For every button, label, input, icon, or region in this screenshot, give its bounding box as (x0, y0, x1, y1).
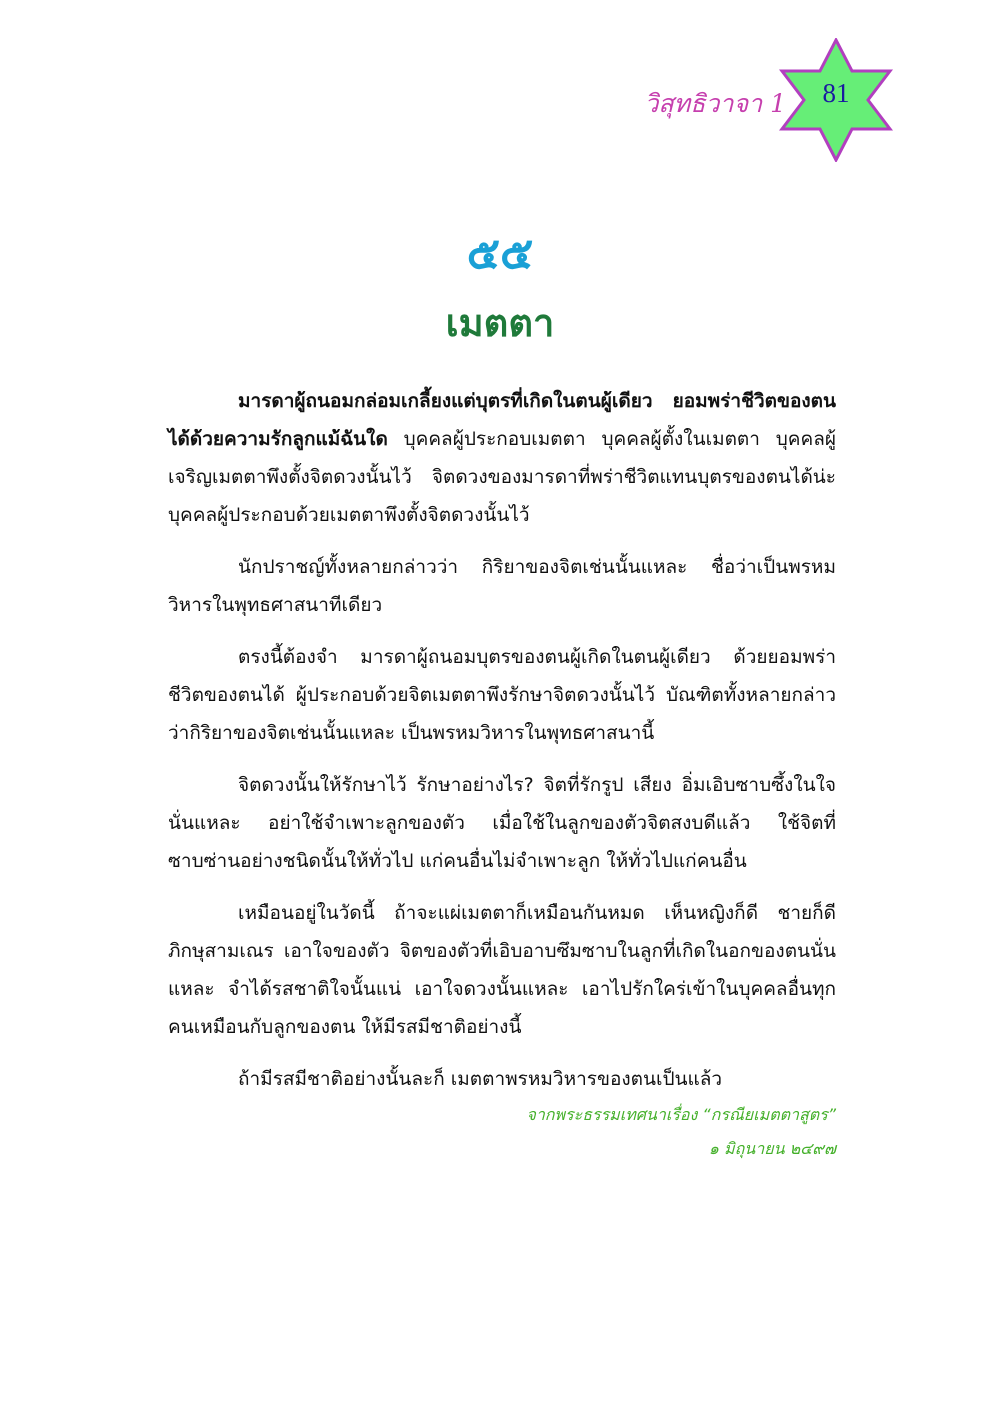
body-text (168, 382, 836, 1112)
paragraph-5: เหมือนอยู่ในวัดนี้ ถ้าจะแผ่เมตตาก็เหมือนกันหมด เห็นหญิงก็ดี ชายก็ดี ภิกษุสามเณร เอาใจของตัว จิตของตัวที่เอิบอาบซึมซาบในลูกที่เกิดในอกของตนนั่นแหละ จำได้รสชาติใจนั้นแน่ เอาใจดวงนั้นแหละ เอาไปรักใคร่เข้าในบุคคลอื่นทุกคนเหมือนกับลูกของตน ให้มีรสมีชาติอย่างนี้ (168, 902, 836, 1038)
paragraph-1 (168, 382, 836, 534)
source-date: ๑ มิถุนายน ๒๔๙๗ (708, 1139, 836, 1158)
source-sermon-title: จากพระธรรมเทศนาเรื่อง “กรณียเมตตาสูตร” (526, 1105, 836, 1124)
chapter-title: เมตตา (445, 301, 555, 345)
paragraph-1-rest: บุคคลผู้ประกอบเมตตา บุคคลผู้ตั้งในเมตตา บุคคลผู้เจริญเมตตาพึงตั้งจิตดวงนั้นไว้ จิตดวงของมารดาที่พร่าชีวิตแทนบุตรของตนได้น่ะ บุคคลผู้ประกอบด้วยเมตตาพึงตั้งจิตดวงนั้นไว้ (168, 428, 836, 526)
page-number-star-badge (778, 38, 894, 162)
running-header-title: วิสุทธิวาจา 1 (644, 89, 786, 118)
paragraph-2: นักปราชญ์ทั้งหลายกล่าวว่า กิริยาของจิตเช่นนั้นแหละ ชื่อว่าเป็นพรหมวิหารในพุทธศาสนาทีเดียว (168, 556, 836, 616)
source-citation (430, 1098, 836, 1166)
paragraph-3: ตรงนี้ต้องจำ มารดาผู้ถนอมบุตรของตนผู้เกิดในตนผู้เดียว ด้วยยอมพร่าชีวิตของตนได้ ผู้ประกอบด้วยจิตเมตตาพึงรักษาจิตดวงนั้นไว้ บัณฑิตทั้งหลายกล่าวว่ากิริยาของจิตเช่นนั้นแหละ เป็นพรหมวิหารในพุทธศาสนานี้ (168, 646, 836, 744)
paragraph-1-bold-lead: มารดาผู้ถนอมกล่อมเกลี้ยงแต่บุตรที่เกิดในตนผู้เดียว ยอมพร่าชีวิตของตนได้ด้วยความรักลูกแม้ฉันใด (168, 390, 836, 450)
paragraph-4: จิตดวงนั้นให้รักษาไว้ รักษาอย่างไร? จิตที่รักรูป เสียง อิ่มเอิบซาบซึ้งในใจนั่นแหละ อย่าใช้จำเพาะลูกของตัว เมื่อใช้ในลูกของตัวจิตสงบดีแล้ว ใช้จิตที่ซาบซ่านอย่างชนิดนั้นให้ทั่วไป แก่คนอื่นไม่จำเพาะลูก ให้ทั่วไปแก่คนอื่น (168, 774, 836, 872)
paragraph-6: ถ้ามีรสมีชาติอย่างนั้นละก็ เมตตาพรหมวิหารของตนเป็นแล้ว (238, 1068, 723, 1090)
chapter-number: ๕๕ (466, 228, 534, 279)
page-number: 81 (822, 78, 850, 108)
